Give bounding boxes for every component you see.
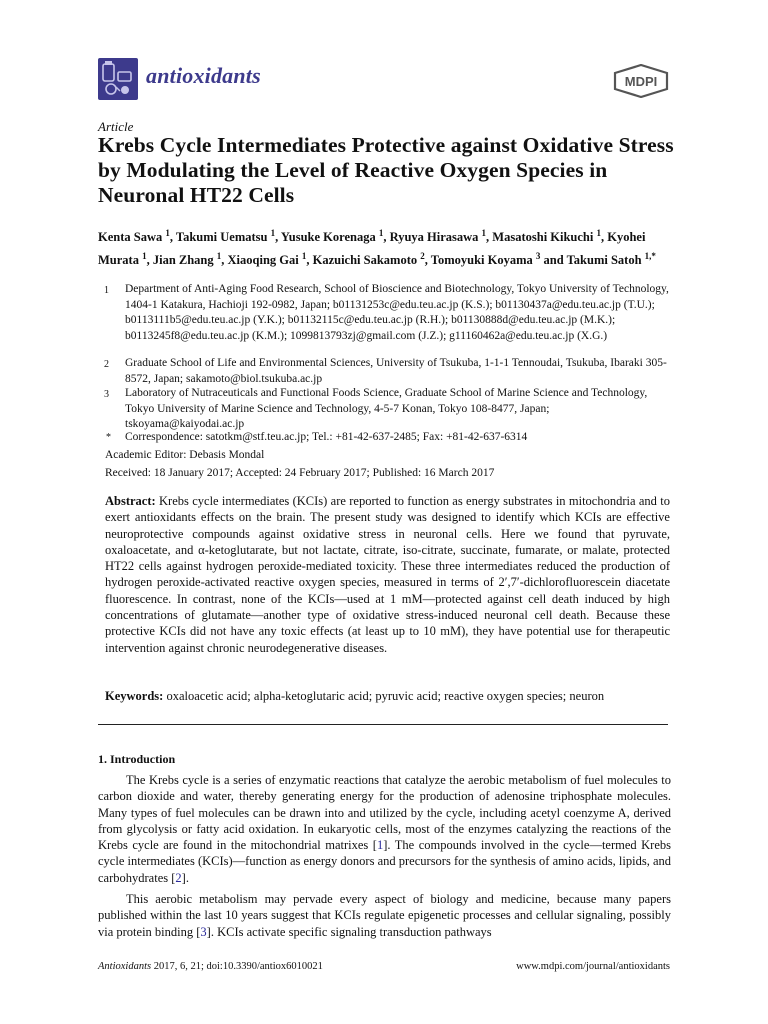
author-affiliation-marker: 1 (596, 228, 601, 238)
author-name: Takumi Uematsu (175, 230, 271, 245)
author-separator: , (146, 253, 153, 268)
footer-journal: Antioxidants (98, 961, 152, 972)
author-affiliation-marker: 2 (420, 251, 425, 262)
author-affiliation-marker: 1 (301, 251, 307, 262)
author-name: Yusuke Korenaga (280, 230, 379, 245)
author-name: Tomoyuki Koyama (430, 253, 536, 268)
author-separator: , (383, 230, 390, 245)
affiliation-number: * (106, 432, 111, 443)
author-affiliation-marker: 1 (142, 251, 147, 262)
correspondence-text: Correspondence: satotkm@stf.teu.ac.jp; Tel.: +81-42-637-2485; Fax: +81-42-637-6314 (125, 431, 528, 443)
citation-link[interactable]: 1 (376, 838, 384, 853)
article-title: Krebs Cycle Intermediates Protective against Oxidative Stress by Modulating the Level of Reactive Oxygen Species in Neuronal HT22 Cells (98, 133, 674, 207)
body-paragraph: This aerobic metabolism may pervade every aspect of biology and medicine, because many papers published within the last 10 years suggest that KCIs regulate epigenetic processes and cellular signaling, possibly via protein binding [3]. KCIs activate specific signaling transduction pathways (98, 892, 671, 939)
keywords-label: Keywords: (105, 689, 164, 703)
footer-url[interactable]: www.mdpi.com/journal/antioxidants (516, 961, 670, 972)
author-affiliation-marker: 1,* (644, 251, 656, 262)
author-name: Masatoshi Kikuchi (492, 230, 597, 245)
author-name: Kenta Sawa (98, 230, 166, 245)
citation-link[interactable]: 3 (200, 924, 207, 939)
author-separator: , (169, 230, 176, 245)
author-separator: , (275, 230, 281, 245)
affiliation-number: 1 (104, 285, 109, 296)
author-name: Kazuichi Sakamoto (312, 253, 421, 268)
affiliation-text: Graduate School of Life and Environmental Sciences, University of Tsukuba, 1-1-1 Tennoudai, Tsukuba, Ibaraki 305-8572, Japan; sakamoto@biol.tsukuba.ac.jp (125, 357, 667, 385)
body-paragraph: The Krebs cycle is a series of enzymatic reactions that catalyze the aerobic metabolism of fuel molecules to carbon dioxide and water, thereby generating energy for the production of adenosine triphosphate molecules. Many types of fuel molecules can be drawn into and utilized by the cycle, including acetyl coenzyme A, derived from glycolysis or fatty acid oxidation. In eukaryotic cells, most of the enzymes catalyzing the reactions of the Krebs cycle are found in the mitochondrial matrixes [1]. The compounds involved in the cycle—termed Krebs cycle intermediates (KCIs)—function as energy donors and precursors for the synthesis of amino acids, lipids, and carbohydrates [2]. (98, 773, 672, 885)
author-name: Ryuya Hirasawa (389, 230, 482, 245)
author-affiliation-marker: 1 (270, 228, 276, 238)
journal-logo-icon (98, 58, 138, 100)
section-heading: 1. Introduction (98, 752, 176, 766)
publication-dates: Received: 18 January 2017; Accepted: 24 February 2017; Published: 16 March 2017 (105, 467, 495, 479)
author-affiliation-marker: 1 (481, 228, 487, 238)
abstract-text: Krebs cycle intermediates (KCIs) are reported to function as energy substrates in mitochondria and to exert antioxidants effects on the brain. The present study was designed to identify which KCIs are effective neuroprotective compounds against oxidative stress in neuronal cells. Here we found that pyruvate, oxaloacetate, and α-ketoglutarate, but not lactate, citrate, iso-citrate, succinate, fumarate, or malate, protected HT22 cells against hydrogen peroxide-mediated toxicity. These three intermediates reduced the production of hydrogen peroxide-activated reactive oxygen species, measured in terms of 2′,7′-dichlorofluorescein diacetate fluorescence. In contrast, none of the KCIs—used at 1 mM—protected against cell death induced by high concentrations of glutamate—another type of oxidative stress-induced neuronal cell death. Because these protective KCIs did not have any toxic effects (at least up to 10 mM), they have potential use for therapeutic intervention against chronic neurodegenerative diseases. (105, 494, 670, 655)
author-separator: and (540, 253, 567, 268)
author-name: Takumi Satoh (566, 253, 645, 268)
section-divider (98, 724, 668, 725)
author-affiliation-marker: 3 (535, 251, 541, 262)
author-affiliation-marker: 1 (216, 251, 222, 262)
affiliation-text: Laboratory of Nutraceuticals and Functional Foods Science, Graduate School of Marine Science and Technology, Tokyo University of Marine Science and Technology, 4-5-7 Konan, Tokyo 108-8477, Japan; tskoyama@kaiyodai.ac.jp (125, 387, 648, 430)
author-separator: , (221, 253, 228, 268)
author-name: Xiaoqing Gai (227, 253, 302, 268)
author-affiliation-marker: 1 (165, 228, 170, 238)
affiliation-number: 3 (104, 389, 109, 400)
author-affiliation-marker: 1 (378, 228, 384, 238)
abstract-label: Abstract: (105, 494, 156, 508)
author-list (98, 224, 673, 270)
citation-link[interactable]: 2 (175, 870, 182, 885)
author-name: Kyohei Murata (98, 230, 646, 268)
author-separator: , (306, 253, 313, 268)
publisher-name: MDPI (624, 74, 658, 89)
author-name: Jian Zhang (152, 253, 217, 268)
affiliation-number: 2 (104, 359, 109, 370)
author-separator: , (486, 230, 493, 245)
article-type: Article (98, 119, 134, 134)
academic-editor: Academic Editor: Debasis Mondal (105, 449, 265, 461)
author-separator: , (600, 230, 608, 245)
keywords (105, 689, 670, 704)
footer-citation (98, 961, 323, 972)
abstract (105, 493, 670, 656)
footer-citation-text: 2017, 6, 21; doi:10.3390/antiox6010021 (153, 961, 323, 972)
affiliation-text: Department of Anti-Aging Food Research, School of Bioscience and Biotechnology, Tokyo University of Technology, 1404-1 Katakura, Hachioji 192-0982, Japan; b01131253c@edu.teu.ac.jp (K.S.); b01130437a@edu.teu.ac.jp (T.U.); b0113111b5@edu.teu.ac.jp (Y.K.); b01132115c@edu.teu.ac.jp (R.H.); b01130888d@edu.teu.ac.jp (M.K.); b0113245f8@edu.teu.ac.jp (K.M.); 1099813793zj@gmail.com (J.Z.); g11160462a@edu.teu.ac.jp (X.G.) (125, 283, 669, 342)
mdpi-logo-icon (612, 64, 670, 98)
author-separator: , (424, 253, 431, 268)
keywords-text: oxaloacetic acid; alpha-ketoglutaric acid; pyruvic acid; reactive oxygen species; neuron (166, 689, 605, 703)
journal-name: antioxidants (146, 63, 261, 88)
